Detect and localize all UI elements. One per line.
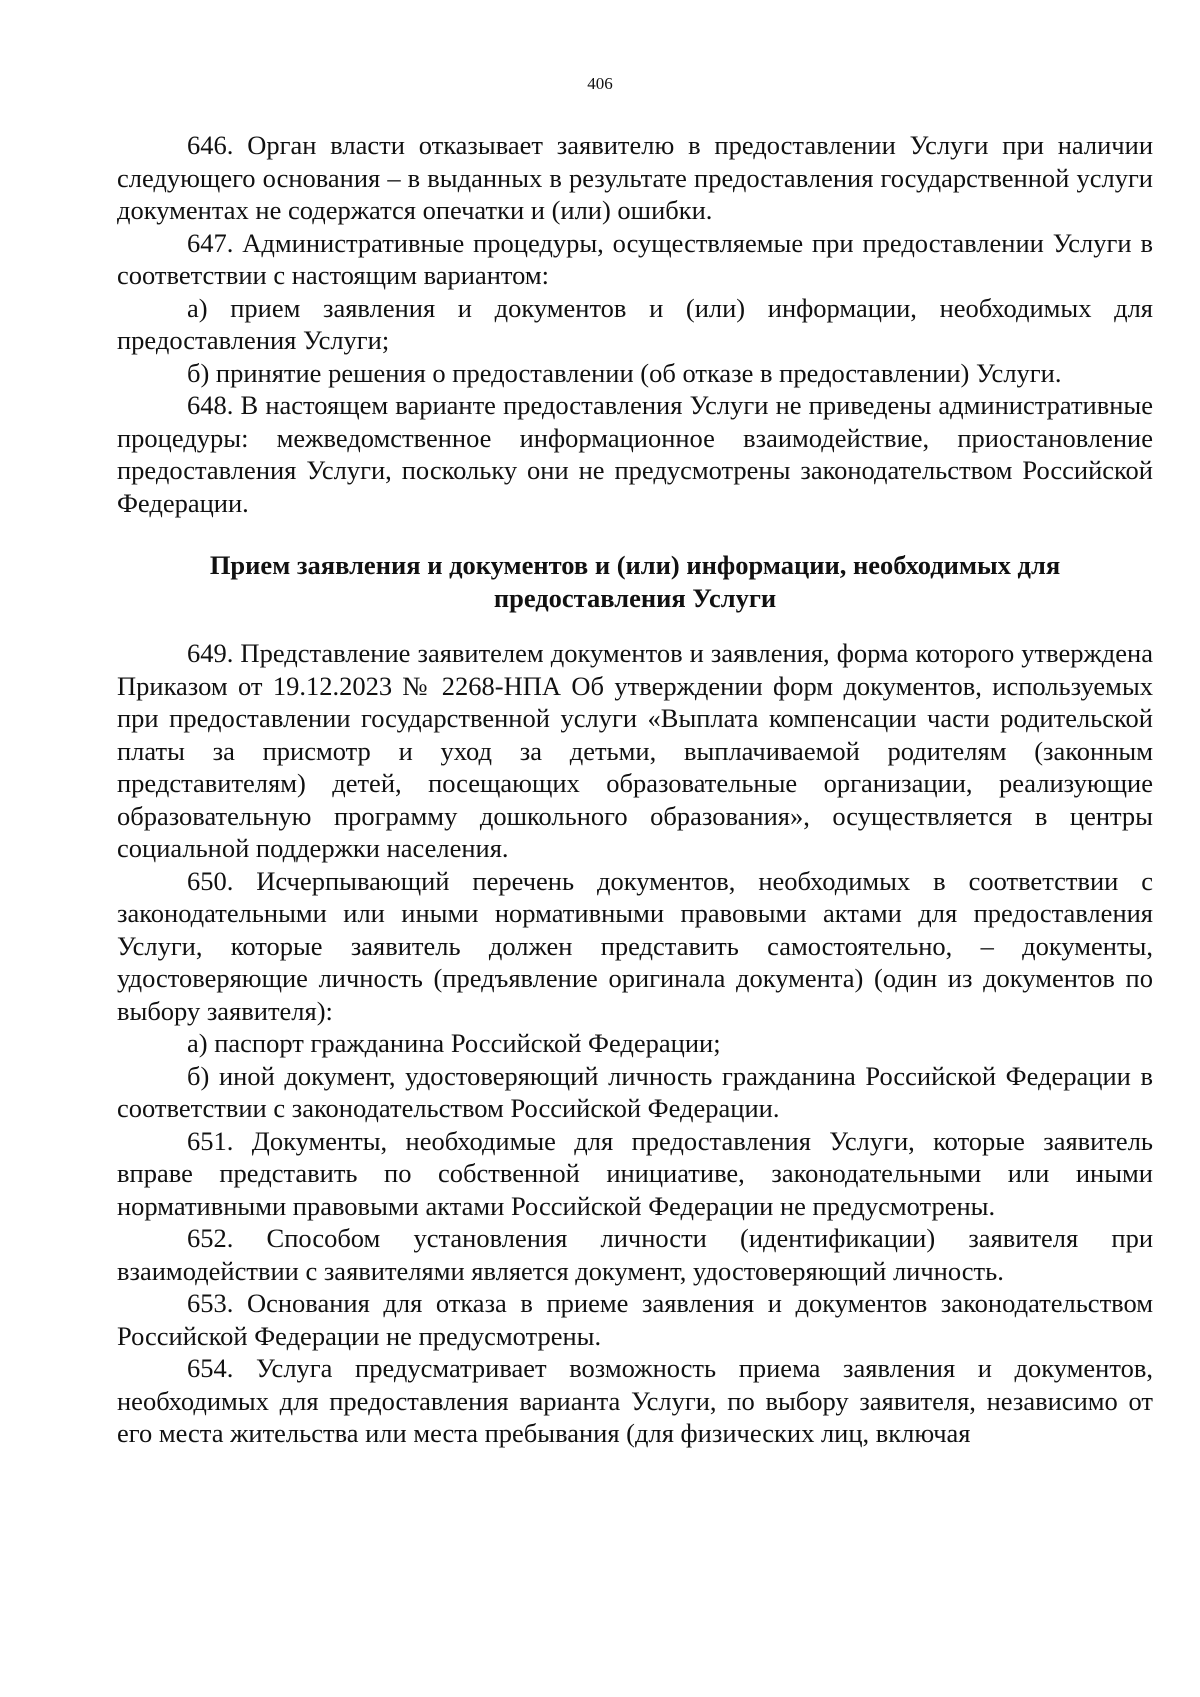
paragraph-647: 647. Административные процедуры, осуществляемые при предоставлении Услуги в соответствии с настоящим вариантом: bbox=[117, 227, 1153, 290]
list-item-b: б) принятие решения о предоставлении (об отказе в предоставлении) Услуги. bbox=[187, 357, 1062, 388]
paragraph-653: 653. Основания для отказа в приеме заявления и документов законодательством Российской Федерации не предусмотрены. bbox=[117, 1288, 1153, 1351]
paragraph-654: 654. Услуга предусматривает возможность приема заявления и документов, необходимых для предоставления варианта Услуги, по выбору заявителя, независимо от его места жительства или места пребывания (для физических лиц, включая bbox=[117, 1353, 1153, 1448]
list-item-b: б) иной документ, удостоверяющий личность гражданина Российской Федерации в соответствии с законодательством Российской Федерации. bbox=[117, 1060, 1153, 1123]
section-heading-line-2: предоставления Услуги bbox=[493, 582, 777, 613]
list-item-a: а) прием заявления и документов и (или) информации, необходимых для предоставления Услуги; bbox=[117, 292, 1153, 355]
paragraph-648: 648. В настоящем варианте предоставления Услуги не приведены административные процедуры: межведомственное информационное взаимодействие, приостановление предоставления Услуги, поскольку они не предусмотрены законодательством Российской Федерации. bbox=[117, 390, 1153, 518]
paragraph-652: 652. Способом установления личности (идентификации) заявителя при взаимодействии с заявителями является документ, удостоверяющий личность. bbox=[117, 1223, 1153, 1286]
section-heading bbox=[117, 549, 1153, 614]
paragraph-646: 646. Орган власти отказывает заявителю в предоставлении Услуги при наличии следующего основания – в выданных в результате предоставления государственной услуги документах не содержатся опечатки и (или) ошибки. bbox=[117, 130, 1153, 225]
list-item-a: а) паспорт гражданина Российской Федерации; bbox=[187, 1028, 721, 1058]
paragraph-651: 651. Документы, необходимые для предоставления Услуги, которые заявитель вправе представить по собственной инициативе, законодательными или иными нормативными правовыми актами Российской Федерации не предусмотрены. bbox=[117, 1125, 1153, 1221]
page-number: 406 bbox=[587, 74, 613, 93]
paragraph-649: 649. Представление заявителем документов и заявления, форма которого утверждена Приказом от 19.12.2023 № 2268-НПА Об утверждении форм документов, используемых при предоставлении государственной услуги «Выплата компенсации части родительской платы за присмотр и уход за детьми, выплачиваемой родителям (законным представителям) детей, посещающих образовательные организации, реализующие образовательную программу дошкольного образования», осуществляется в центры социальной поддержки населения. bbox=[117, 638, 1153, 863]
paragraph-650: 650. Исчерпывающий перечень документов, необходимых в соответствии с законодательными или иными нормативными правовыми актами для предоставления Услуги, которые заявитель должен представить самостоятельно, – документы, удостоверяющие личность (предъявление оригинала документа) (один из документов по выбору заявителя): bbox=[117, 865, 1153, 1026]
section-heading-line-1: Прием заявления и документов и (или) информации, необходимых для bbox=[209, 550, 1061, 580]
page-content bbox=[117, 129, 1153, 1450]
